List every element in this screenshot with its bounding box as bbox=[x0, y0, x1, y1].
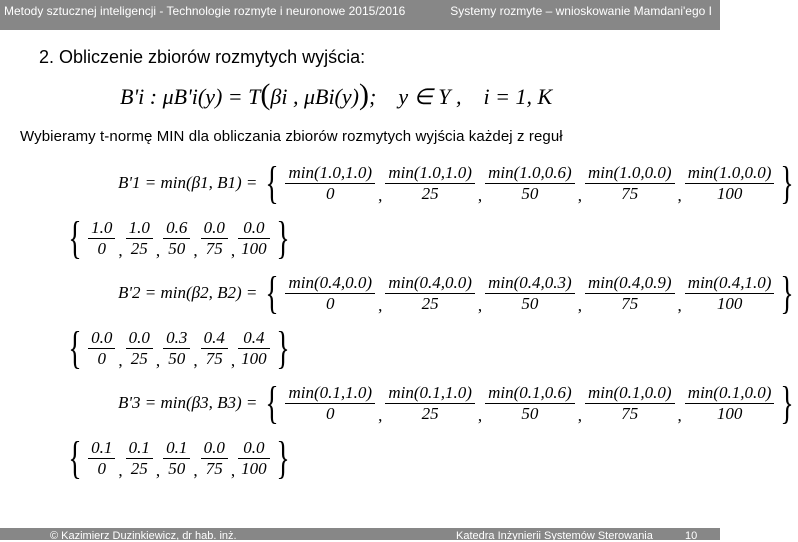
result-fraction bbox=[201, 218, 228, 259]
min-fraction bbox=[685, 273, 775, 314]
result-fraction bbox=[126, 218, 153, 259]
min-fraction bbox=[385, 163, 475, 204]
comma-separator: , bbox=[155, 241, 161, 260]
fraction-denominator: 75 bbox=[205, 458, 223, 478]
comma-separator: , bbox=[230, 461, 236, 480]
result-fraction bbox=[201, 438, 228, 479]
footer-author: © Kazimierz Duzinkiewicz, dr hab. inż. bbox=[50, 530, 237, 542]
rule-2-result-row bbox=[64, 322, 294, 373]
fraction-denominator: 25 bbox=[421, 293, 439, 313]
fraction-numerator: min(0.1,0.0) bbox=[585, 383, 675, 404]
fraction-numerator: min(1.0,0.0) bbox=[685, 163, 775, 184]
result-fraction bbox=[126, 438, 153, 479]
main-formula-condition-i: i = 1, K bbox=[483, 84, 553, 109]
page-title: 2. Obliczenie zbiorów rozmytych wyjścia: bbox=[39, 47, 366, 67]
min-fraction bbox=[485, 163, 575, 204]
comma-separator: , bbox=[193, 241, 198, 260]
fraction-numerator: 0.0 bbox=[126, 328, 153, 349]
brace-open: { bbox=[265, 267, 280, 318]
fraction-numerator: min(1.0,1.0) bbox=[285, 163, 375, 184]
comma-separator: , bbox=[677, 296, 682, 315]
min-fraction bbox=[385, 273, 475, 314]
fraction-numerator: 0.6 bbox=[163, 218, 190, 239]
result-fraction bbox=[238, 438, 270, 479]
fraction-denominator: 50 bbox=[168, 348, 186, 368]
fraction-numerator: 0.0 bbox=[201, 218, 228, 239]
rule-3-min-row bbox=[118, 377, 798, 428]
fraction-numerator: min(1.0,0.6) bbox=[485, 163, 575, 184]
fraction-denominator: 25 bbox=[130, 348, 148, 368]
fraction-denominator: 100 bbox=[241, 458, 267, 478]
comma-separator: , bbox=[477, 406, 483, 425]
result-fraction bbox=[201, 328, 228, 369]
result-fraction bbox=[238, 218, 270, 259]
rule-2-lhs: B'2 = min(β2, B2) = bbox=[118, 283, 258, 302]
fraction-denominator: 100 bbox=[716, 293, 743, 313]
fraction-denominator: 50 bbox=[521, 293, 539, 313]
rule-1-min-row bbox=[118, 157, 798, 208]
result-fraction bbox=[163, 328, 190, 369]
fraction-denominator: 25 bbox=[421, 403, 439, 423]
comma-separator: , bbox=[577, 296, 582, 315]
fraction-denominator: 50 bbox=[521, 183, 539, 203]
fraction-numerator: 0.3 bbox=[163, 328, 190, 349]
fraction-denominator: 50 bbox=[168, 238, 186, 258]
result-fraction bbox=[163, 438, 190, 479]
min-fraction bbox=[685, 163, 775, 204]
brace-close: } bbox=[276, 322, 290, 373]
min-fraction bbox=[685, 383, 775, 424]
min-fraction bbox=[485, 273, 575, 314]
fraction-denominator: 75 bbox=[205, 238, 223, 258]
fraction-denominator: 75 bbox=[621, 293, 639, 313]
fraction-denominator: 0 bbox=[326, 403, 335, 423]
main-formula-lhs: B'i : μB'i(y) = T bbox=[120, 84, 261, 109]
brace-open: { bbox=[68, 212, 82, 263]
rule-1-lhs: B'1 = min(β1, B1) = bbox=[118, 173, 258, 192]
fraction-denominator: 100 bbox=[241, 348, 267, 368]
result-fraction bbox=[88, 218, 115, 259]
fraction-denominator: 100 bbox=[716, 183, 743, 203]
fraction-numerator: min(0.1,0.6) bbox=[485, 383, 575, 404]
fraction-denominator: 0 bbox=[326, 183, 335, 203]
fraction-denominator: 25 bbox=[130, 238, 148, 258]
fraction-numerator: 0.0 bbox=[201, 438, 228, 459]
fraction-denominator: 25 bbox=[421, 183, 439, 203]
header-course-title: Metody sztucznej inteligencji - Technologie rozmyte i neuronowe 2015/2016 bbox=[4, 4, 406, 18]
fraction-denominator: 0 bbox=[326, 293, 335, 313]
fraction-numerator: min(0.4,0.9) bbox=[585, 273, 675, 294]
fraction-numerator: 1.0 bbox=[126, 218, 153, 239]
brace-open: { bbox=[265, 157, 280, 208]
fraction-denominator: 0 bbox=[97, 238, 106, 258]
comma-separator: , bbox=[577, 406, 582, 425]
brace-close: } bbox=[276, 212, 290, 263]
comma-separator: , bbox=[677, 406, 682, 425]
min-fraction bbox=[285, 383, 375, 424]
result-fraction bbox=[88, 438, 115, 479]
fraction-denominator: 50 bbox=[168, 458, 186, 478]
comma-separator: , bbox=[193, 461, 198, 480]
rule-1-result-row bbox=[64, 212, 294, 263]
min-fraction bbox=[585, 273, 675, 314]
comma-separator: , bbox=[118, 461, 123, 480]
rule-2-min-row bbox=[118, 267, 798, 318]
fraction-numerator: min(0.1,0.0) bbox=[685, 383, 775, 404]
brace-close: } bbox=[276, 432, 290, 483]
header-topic-title: Systemy rozmyte – wnioskowanie Mamdani'ego I bbox=[450, 4, 712, 18]
result-fraction bbox=[126, 328, 153, 369]
comma-separator: , bbox=[230, 351, 236, 370]
fraction-numerator: min(0.4,0.0) bbox=[385, 273, 475, 294]
comma-separator: , bbox=[118, 241, 123, 260]
fraction-denominator: 100 bbox=[716, 403, 743, 423]
brace-open: { bbox=[265, 377, 280, 428]
fraction-numerator: 1.0 bbox=[88, 218, 115, 239]
brace-open: { bbox=[68, 322, 82, 373]
min-fraction bbox=[285, 273, 375, 314]
comma-separator: , bbox=[378, 186, 383, 205]
min-fraction bbox=[285, 163, 375, 204]
comma-separator: , bbox=[155, 461, 161, 480]
comma-separator: , bbox=[378, 296, 383, 315]
brace-close: } bbox=[780, 157, 795, 208]
fraction-numerator: 0.0 bbox=[238, 438, 270, 459]
rule-3-lhs: B'3 = min(β3, B3) = bbox=[118, 393, 258, 412]
comma-separator: , bbox=[477, 296, 483, 315]
main-formula: B'i : μB'i(y) = T(βi , μBi(y)); y ∈ Y , i = 1, K bbox=[120, 78, 553, 111]
fraction-denominator: 75 bbox=[621, 403, 639, 423]
fraction-numerator: min(1.0,1.0) bbox=[385, 163, 475, 184]
comma-separator: , bbox=[378, 406, 383, 425]
result-fraction bbox=[163, 218, 190, 259]
fraction-numerator: min(0.4,1.0) bbox=[685, 273, 775, 294]
brace-close: } bbox=[780, 377, 795, 428]
description-text: Wybieramy t-normę MIN dla obliczania zbiorów rozmytych wyjścia każdej z reguł bbox=[20, 128, 563, 145]
comma-separator: , bbox=[193, 351, 198, 370]
rule-3-result-row bbox=[64, 432, 294, 483]
fraction-denominator: 75 bbox=[205, 348, 223, 368]
fraction-numerator: 0.4 bbox=[201, 328, 228, 349]
main-formula-condition-y: y ∈ Y , bbox=[398, 84, 462, 109]
fraction-denominator: 25 bbox=[130, 458, 148, 478]
footer-department: Katedra Inżynierii Systemów Sterowania bbox=[456, 530, 653, 542]
fraction-numerator: 0.0 bbox=[238, 218, 270, 239]
result-fraction bbox=[238, 328, 270, 369]
fraction-numerator: 0.1 bbox=[88, 438, 115, 459]
comma-separator: , bbox=[230, 241, 236, 260]
main-formula-args: βi , μBi(y) bbox=[270, 84, 359, 109]
fraction-numerator: 0.1 bbox=[163, 438, 190, 459]
fraction-denominator: 75 bbox=[621, 183, 639, 203]
min-fraction bbox=[585, 383, 675, 424]
fraction-denominator: 50 bbox=[521, 403, 539, 423]
min-fraction bbox=[585, 163, 675, 204]
fraction-numerator: 0.0 bbox=[88, 328, 115, 349]
comma-separator: , bbox=[477, 186, 483, 205]
min-fraction bbox=[485, 383, 575, 424]
comma-separator: , bbox=[155, 351, 161, 370]
fraction-denominator: 100 bbox=[241, 238, 267, 258]
fraction-numerator: 0.1 bbox=[126, 438, 153, 459]
comma-separator: , bbox=[118, 351, 123, 370]
brace-close: } bbox=[780, 267, 795, 318]
brace-open: { bbox=[68, 432, 82, 483]
fraction-numerator: min(0.1,1.0) bbox=[285, 383, 375, 404]
fraction-denominator: 0 bbox=[97, 348, 106, 368]
fraction-numerator: min(0.4,0.0) bbox=[285, 273, 375, 294]
fraction-denominator: 0 bbox=[97, 458, 106, 478]
min-fraction bbox=[385, 383, 475, 424]
fraction-numerator: min(0.4,0.3) bbox=[485, 273, 575, 294]
comma-separator: , bbox=[677, 186, 682, 205]
result-fraction bbox=[88, 328, 115, 369]
comma-separator: , bbox=[577, 186, 582, 205]
fraction-numerator: min(0.1,1.0) bbox=[385, 383, 475, 404]
page-number: 10 bbox=[685, 530, 698, 542]
fraction-numerator: min(1.0,0.0) bbox=[585, 163, 675, 184]
fraction-numerator: 0.4 bbox=[238, 328, 270, 349]
